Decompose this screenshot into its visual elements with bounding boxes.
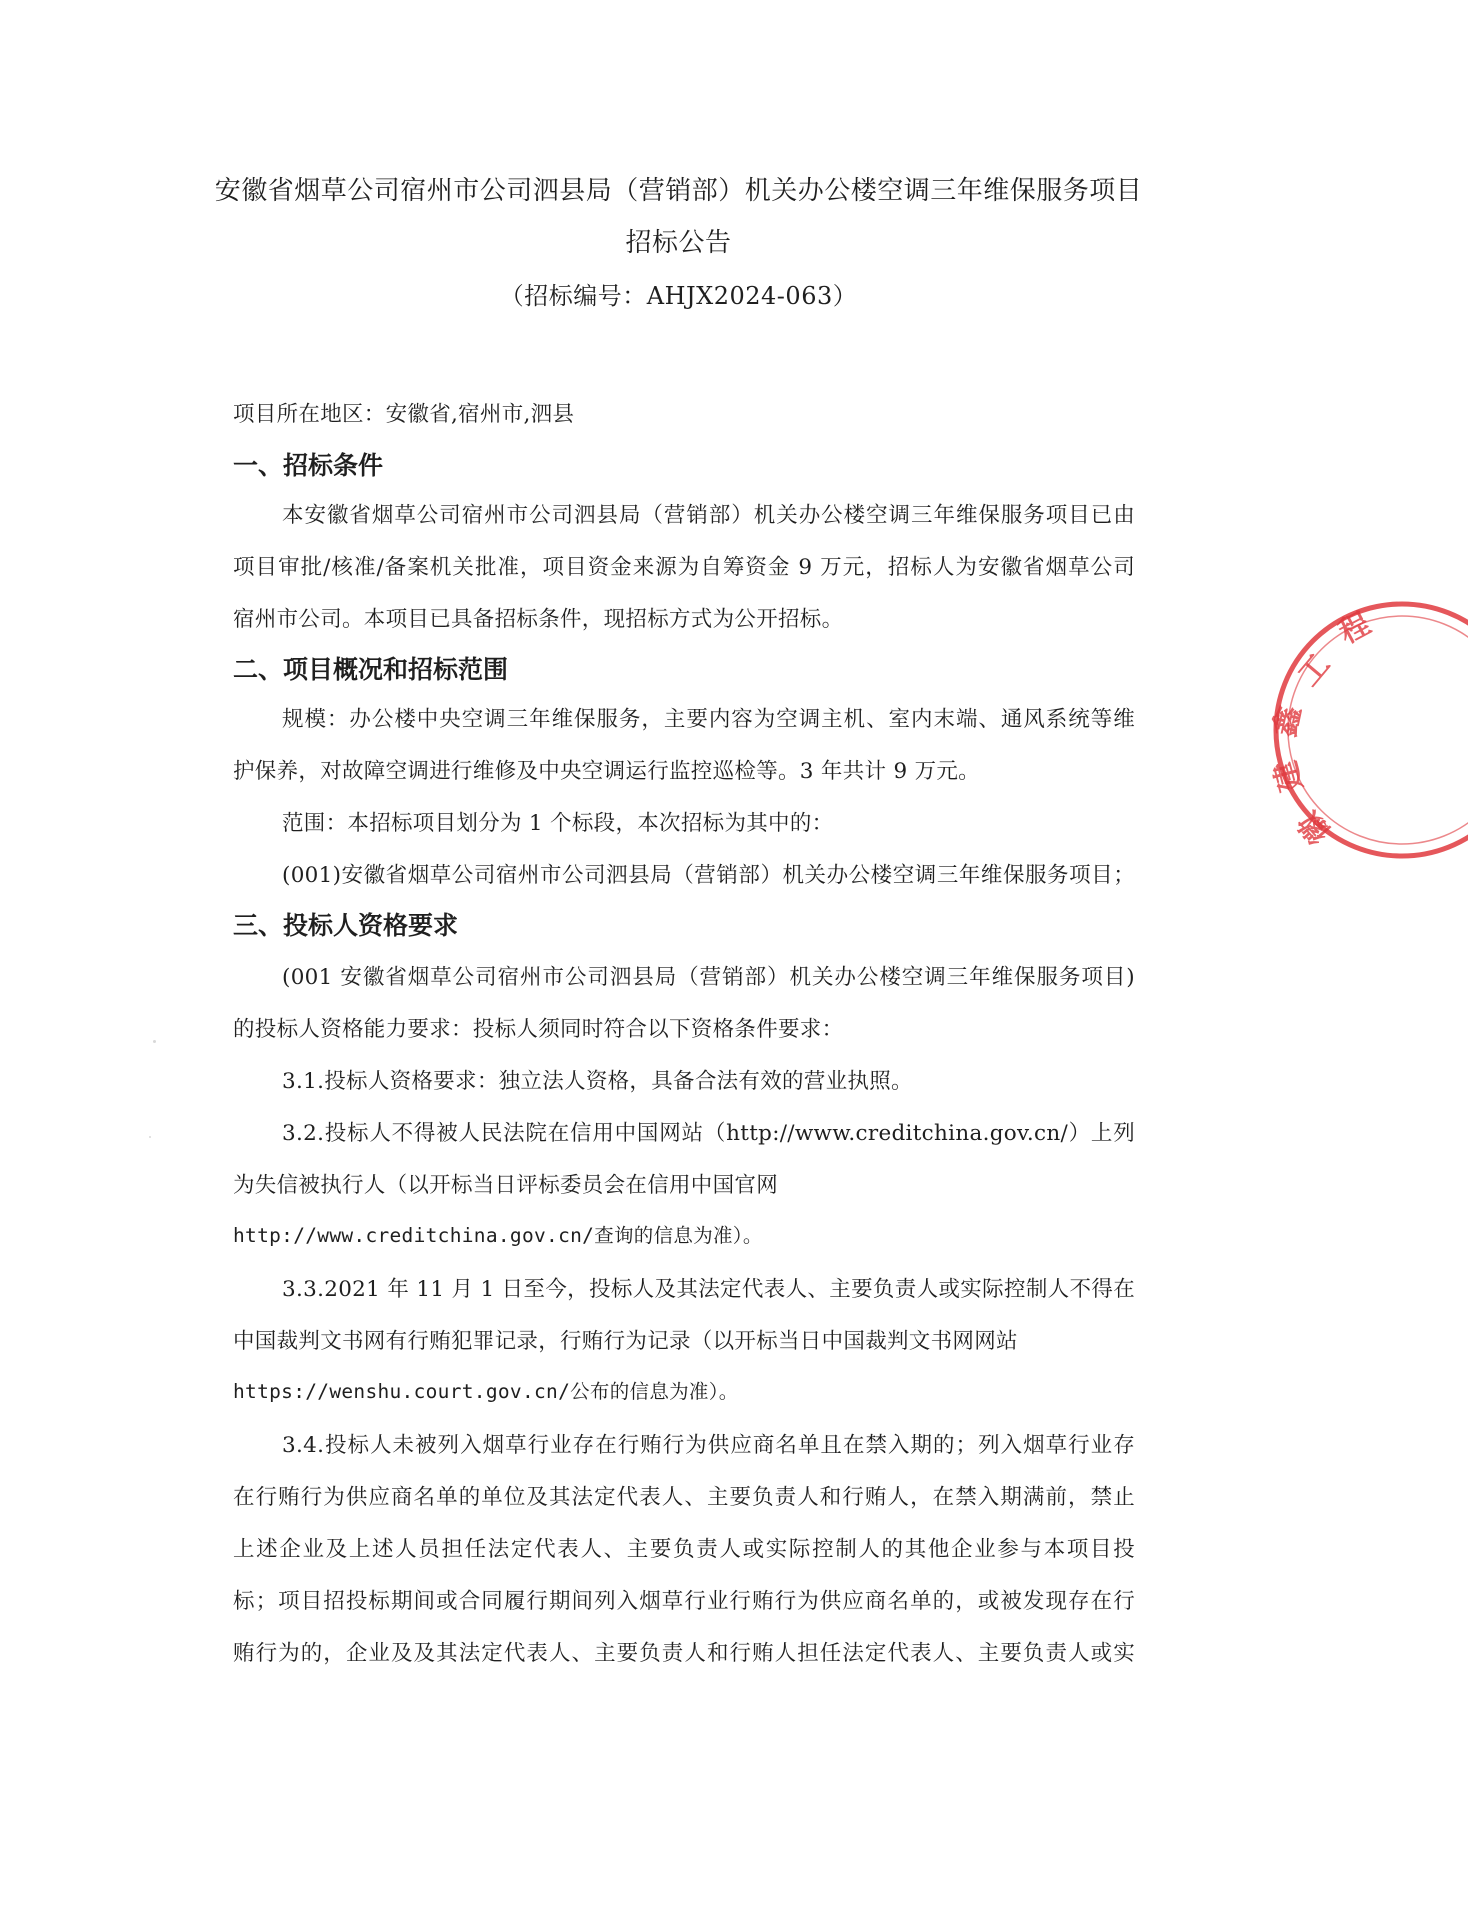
s1-line-3: 宿州市公司。本项目已具备招标条件，现招标方式为公开招标。 (233, 607, 844, 632)
svg-text:徽: 徽 (1291, 804, 1338, 851)
bid-number: （招标编号：AHJX2024-063） (499, 282, 858, 310)
scan-speck (153, 1040, 156, 1043)
s1-line-1: 本安徽省烟草公司宿州市公司泗县局（营销部）机关办公楼空调三年维保服务项目已由 (282, 503, 1135, 528)
s2-line-4: (001)安徽省烟草公司宿州市公司泗县局（营销部）机关办公楼空调三年维保服务项目； (282, 863, 1135, 888)
s3-line-14: 贿行为的，企业及及其法定代表人、主要负责人和行贿人担任法定代表人、主要负责人或实 (233, 1641, 1135, 1666)
project-region: 项目所在地区：安徽省,宿州市,泗县 (233, 402, 575, 427)
s3-line-3: 3.1.投标人资格要求：独立法人资格，具备合法有效的营业执照。 (282, 1069, 913, 1094)
s3-line-13: 标；项目招投标期间或合同履行期间列入烟草行业行贿行为供应商名单的，或被发现存在行 (233, 1589, 1135, 1614)
s2-line-3: 范围：本招标项目划分为 1 个标段，本次招标为其中的： (282, 811, 834, 836)
company-seal-stamp (1268, 596, 1468, 864)
s3-line-7: 3.3.2021 年 11 月 1 日至今，投标人及其法定代表人、主要负责人或实际控制人不得在 (282, 1277, 1135, 1302)
s2-line-2: 护保养，对故障空调进行维修及中央空调运行监控巡检等。3 年共计 9 万元。 (233, 759, 980, 784)
section-heading-3: 三、投标人资格要求 (233, 911, 459, 940)
s3-line-5: 为失信被执行人（以开标当日评标委员会在信用中国官网 (233, 1173, 779, 1198)
s3-line-1: (001 安徽省烟草公司宿州市公司泗县局（营销部）机关办公楼空调三年维保服务项目) (282, 965, 1135, 990)
s1-line-2: 项目审批/核准/备案机关批准，项目资金来源为自筹资金 9 万元，招标人为安徽省烟草公司 (233, 555, 1135, 580)
s3-line-12: 上述企业及上述人员担任法定代表人、主要负责人或实际控制人的其他企业参与本项目投 (233, 1537, 1135, 1562)
document-title-line-1: 安徽省烟草公司宿州市公司泗县局（营销部）机关办公楼空调三年维保服务项目 (214, 176, 1143, 206)
svg-text:程: 程 (1333, 606, 1377, 652)
section-heading-1: 一、招标条件 (233, 451, 384, 480)
s3-line-4: 3.2.投标人不得被人民法院在信用中国网站（http://www.creditchina.gov.cn/）上列 (282, 1121, 1135, 1146)
svg-text:鑫: 鑫 (1267, 703, 1309, 740)
s3-line-10: 3.4.投标人未被列入烟草行业存在行贿行为供应商名单且在禁入期的；列入烟草行业存 (282, 1433, 1135, 1458)
svg-text:工: 工 (1291, 647, 1338, 694)
s3-line-2: 的投标人资格能力要求：投标人须同时符合以下资格条件要求： (233, 1017, 844, 1042)
document-title-line-2: 招标公告 (625, 228, 732, 258)
svg-text:建: 建 (1268, 756, 1310, 795)
section-heading-2: 二、项目概况和招标范围 (233, 655, 509, 684)
s3-line-9: https://wenshu.court.gov.cn/公布的信息为准）。 (233, 1380, 739, 1403)
s2-line-1: 规模：办公楼中央空调三年维保服务，主要内容为空调主机、室内末端、通风系统等维 (282, 707, 1135, 732)
scan-speck (149, 1136, 151, 1138)
s3-line-11: 在行贿行为供应商名单的单位及其法定代表人、主要负责人和行贿人，在禁入期满前，禁止 (233, 1485, 1135, 1510)
s3-line-8: 中国裁判文书网有行贿犯罪记录，行贿行为记录（以开标当日中国裁判文书网网站 (233, 1329, 1018, 1354)
s3-line-6: http://www.creditchina.gov.cn/查询的信息为准）。 (233, 1224, 763, 1247)
